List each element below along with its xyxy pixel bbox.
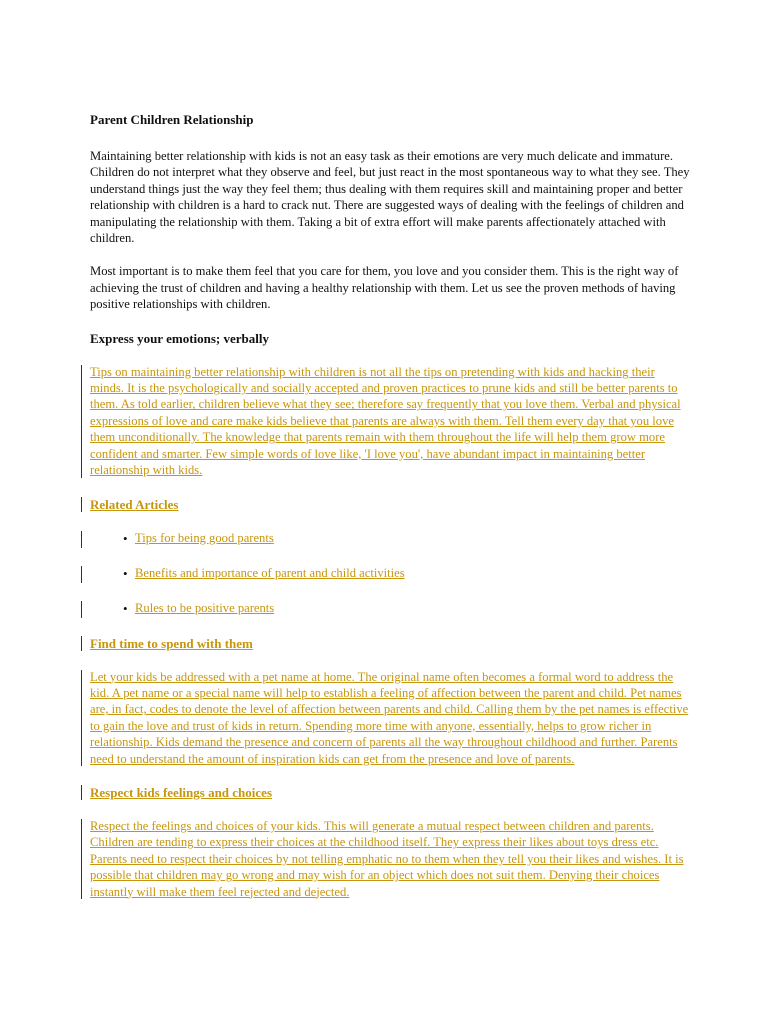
document-title: Parent Children Relationship [90, 112, 254, 127]
intro-paragraph-2: Most important is to make them feel that you care for them, you love and you consider them. This is the right way of achieving the trust of children and having a healthy relationship with them. Let us see the proven methods of having positive relationships with children. [90, 264, 679, 312]
bullet-icon: • [123, 530, 128, 546]
related-link-parent-child-activities[interactable]: Benefits and importance of parent and child activities [135, 565, 405, 580]
express-emotions-paragraph-text[interactable]: Tips on maintaining better relationship with children is not all the tips on pretending with kids and hacking their minds. It is the psychologically and socially accepted and proven practices to prune kids and still be better parents to them. As told earlier, children believe what they see; therefore say frequently that you love them. Verbal and physical expressions of love and care make kids believe that parents are always with them. Tell them every day that you love them unconditionally. The knowledge that parents remain with them throughout the life will help them grow more confident and smarter. Few simple words of love like, 'I love you', have abundant impact in maintaining better relationship with kids. [90, 364, 681, 478]
intro-paragraph-1: Maintaining better relationship with kids is not an easy task as their emotions are very much delicate and immature. Children do not interpret what they observe and feel, but just react in the most spontaneous way to what they see. They understand things just the way they feel them; thus dealing with them requires skill and maintaining proper and better relationship with children is a hard to crack nut. There are suggested ways of dealing with the feelings of children and manipulating the relationship with them. Taking a bit of extra effort will make parents affectionately attached with children. [90, 149, 690, 246]
list-item [90, 530, 690, 547]
list-item [90, 600, 690, 617]
section-heading-express-emotions: Express your emotions; verbally [90, 330, 269, 346]
section-heading-respect-feelings[interactable]: Respect kids feelings and choices [90, 784, 690, 801]
find-time-paragraph-text[interactable]: Let your kids be addressed with a pet name at home. The original name often becomes a formal word to address the kid. A pet name or a special name will help to establish a feeling of affection between the parent and child. Pet names are, in fact, codes to denote the level of affection between parents and child. Calling them by the pet names is effective to gain the love and trust of kids in return. Spending more time with anyone, essentially, helps to grow richer in relationship. Kids demand the presence and concern of parents all the way throughout childhood and further. Parents need to understand the amount of inspiration kids can get from the presence and love of parents. [90, 669, 689, 766]
related-articles-list [90, 530, 690, 617]
express-emotions-paragraph-link[interactable] [90, 364, 690, 479]
bullet-icon: • [123, 565, 128, 581]
document-page [90, 111, 690, 917]
related-articles-heading[interactable]: Related Articles [90, 496, 690, 513]
respect-feelings-paragraph-text[interactable]: Respect the feelings and choices of your kids. This will generate a mutual respect between children and parents. Children are tending to express their choices at the childhood itself. They express their likes about toys dress etc. Parents need to respect their choices by not telling emphatic no to them when they tell you their likes and wishes. It is possible that children may go wrong and may wish for an object which does not suit them. Denying their choices instantly will make them feel rejected and dejected. [90, 818, 684, 899]
respect-feelings-paragraph-link[interactable] [90, 818, 690, 900]
related-link-positive-parents[interactable]: Rules to be positive parents [135, 600, 275, 615]
bullet-icon: • [123, 600, 128, 616]
related-link-good-parents[interactable]: Tips for being good parents [135, 530, 274, 545]
find-time-paragraph-link[interactable] [90, 669, 690, 767]
list-item [90, 565, 690, 582]
section-heading-find-time[interactable]: Find time to spend with them [90, 635, 690, 652]
